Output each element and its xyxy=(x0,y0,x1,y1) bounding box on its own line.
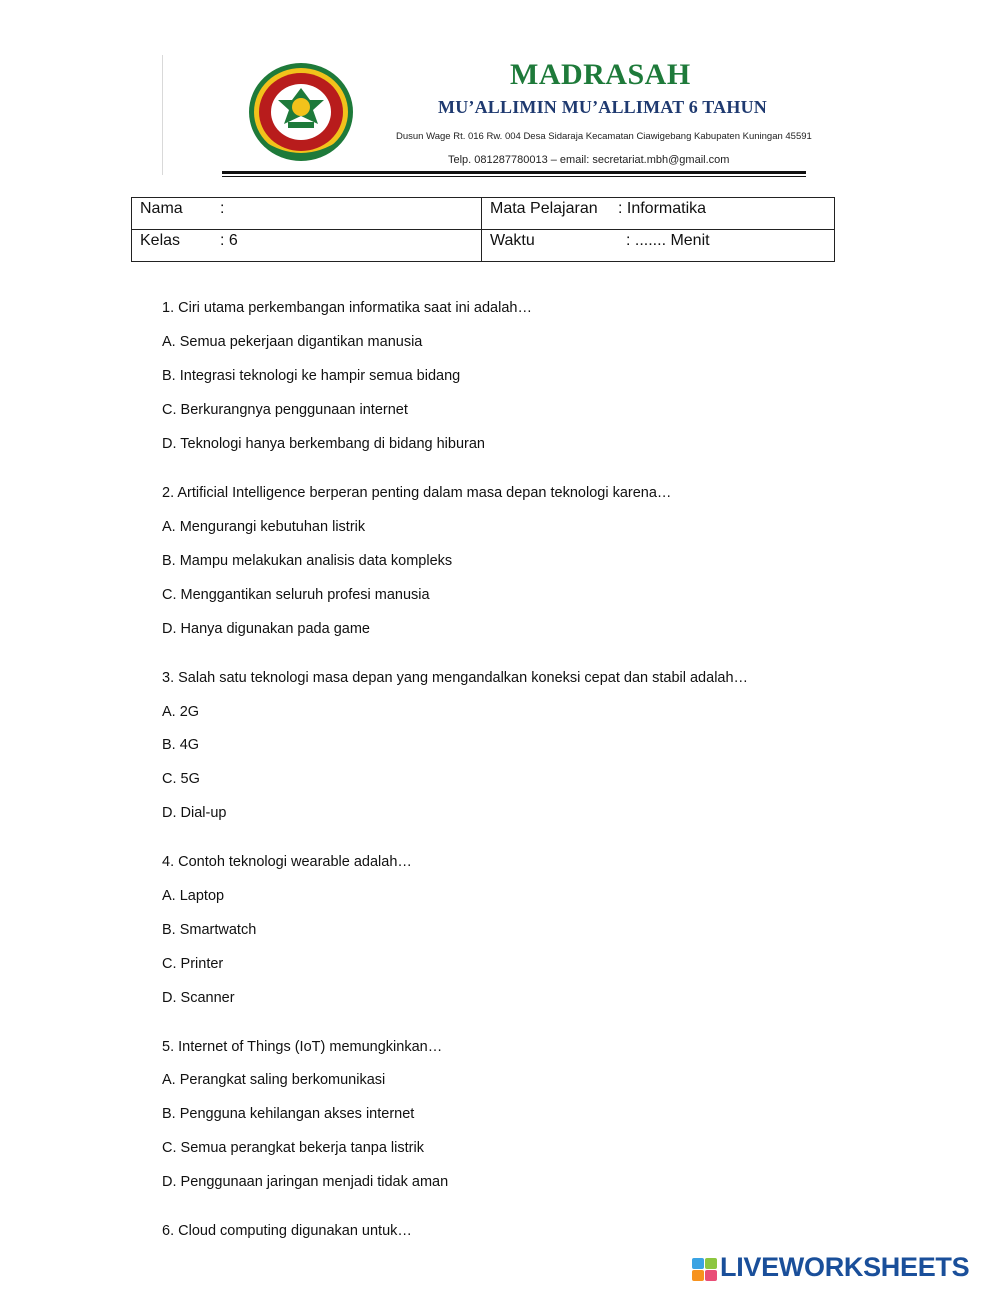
question-6: 6. Cloud computing digunakan untuk… xyxy=(162,1223,412,1239)
waktu-value: : ....... Menit xyxy=(626,232,710,249)
school-address: Dusun Wage Rt. 016 Rw. 004 Desa Sidaraja Kecamatan Ciawigebang Kabupaten Kuningan 45591 xyxy=(396,131,812,142)
mapel-label: Mata Pelajaran xyxy=(490,200,598,217)
mapel-cell xyxy=(482,198,835,230)
liveworksheets-logo-icon xyxy=(692,1258,718,1282)
question-3-option-b[interactable]: B. 4G xyxy=(162,737,200,753)
info-row xyxy=(132,198,835,230)
waktu-cell[interactable] xyxy=(482,230,835,262)
question-5-option-a[interactable]: A. Perangkat saling berkomunikasi xyxy=(162,1072,386,1088)
question-3-option-d[interactable]: D. Dial-up xyxy=(162,805,227,821)
waktu-label: Waktu xyxy=(490,232,535,249)
question-2-option-d[interactable]: D. Hanya digunakan pada game xyxy=(162,621,370,637)
question-1-option-d[interactable]: D. Teknologi hanya berkembang di bidang hiburan xyxy=(162,436,485,452)
kelas-cell xyxy=(132,230,482,262)
madrasah-seal-logo xyxy=(248,62,354,162)
question-5-option-b[interactable]: B. Pengguna kehilangan akses internet xyxy=(162,1106,415,1122)
question-3: 3. Salah satu teknologi masa depan yang mengandalkan koneksi cepat dan stabil adalah… xyxy=(162,670,749,686)
question-1: 1. Ciri utama perkembangan informatika saat ini adalah… xyxy=(162,300,532,316)
header-rule-thick xyxy=(222,171,806,174)
nama-label: Nama xyxy=(140,200,183,217)
school-contact: Telp. 081287780013 – email: secretariat.mbh@gmail.com xyxy=(448,154,730,166)
question-1-option-c[interactable]: C. Berkurangnya penggunaan internet xyxy=(162,402,408,418)
question-1-option-a[interactable]: A. Semua pekerjaan digantikan manusia xyxy=(162,334,423,350)
question-4-option-a[interactable]: A. Laptop xyxy=(162,888,225,904)
kelas-label: Kelas xyxy=(140,232,181,249)
question-3-option-c[interactable]: C. 5G xyxy=(162,771,200,787)
question-1-option-b[interactable]: B. Integrasi teknologi ke hampir semua bidang xyxy=(162,368,461,384)
student-info-table xyxy=(131,197,835,262)
question-5-option-d[interactable]: D. Penggunaan jaringan menjadi tidak aman xyxy=(162,1174,449,1190)
question-3-option-a[interactable]: A. 2G xyxy=(162,704,200,720)
question-2: 2. Artificial Intelligence berperan penting dalam masa depan teknologi karena… xyxy=(162,485,672,501)
kelas-value: : 6 xyxy=(220,232,238,249)
liveworksheets-brand[interactable]: LIVEWORKSHEETS xyxy=(720,1252,970,1282)
school-subtitle: MU’ALLIMIN MU’ALLIMAT 6 TAHUN xyxy=(438,97,767,117)
question-2-option-b[interactable]: B. Mampu melakukan analisis data kompleks xyxy=(162,553,453,569)
header-divider xyxy=(162,55,163,175)
question-5: 5. Internet of Things (IoT) memungkinkan… xyxy=(162,1039,443,1055)
info-row xyxy=(132,230,835,262)
question-5-option-c[interactable]: C. Semua perangkat bekerja tanpa listrik xyxy=(162,1140,424,1156)
question-2-option-c[interactable]: C. Menggantikan seluruh profesi manusia xyxy=(162,587,430,603)
mapel-value: : Informatika xyxy=(618,200,707,217)
question-4-option-c[interactable]: C. Printer xyxy=(162,956,224,972)
question-4-option-d[interactable]: D. Scanner xyxy=(162,990,235,1006)
header-rule-thin xyxy=(222,176,806,177)
question-4: 4. Contoh teknologi wearable adalah… xyxy=(162,854,412,870)
question-4-option-b[interactable]: B. Smartwatch xyxy=(162,922,257,938)
nama-value: : xyxy=(220,200,225,217)
question-2-option-a[interactable]: A. Mengurangi kebutuhan listrik xyxy=(162,519,366,535)
nama-cell[interactable] xyxy=(132,198,482,230)
school-title: MADRASAH xyxy=(510,58,691,91)
